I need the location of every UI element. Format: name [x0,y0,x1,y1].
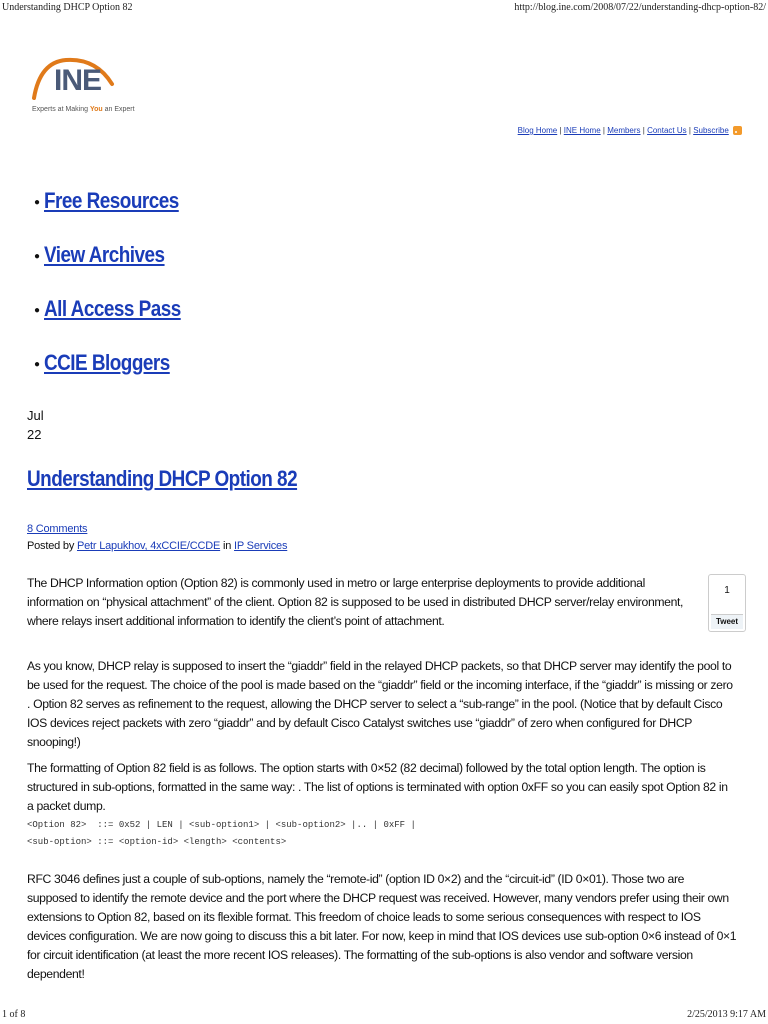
share-count: 1 [724,585,730,596]
nav-link-view-archives[interactable]: View Archives [44,242,165,267]
link-subscribe[interactable]: Subscribe [693,126,729,135]
post-day: 22 [27,427,42,442]
ine-logo[interactable] [26,54,146,124]
tweet-widget[interactable] [708,574,746,632]
nav-item-free-resources [34,188,203,242]
nav-link-free-resources[interactable]: Free Resources [44,188,179,213]
nav-item-view-archives [34,242,203,296]
page-number: 1 of 8 [2,1009,26,1020]
link-ine-home[interactable]: INE Home [563,126,601,135]
bullet-icon: ● [34,358,41,370]
logo-tagline: Experts at Making You an Expert [32,106,135,113]
author-link[interactable]: Petr Lapukhov, 4xCCIE/CCDE [76,540,221,552]
top-links: Blog Home | INE Home | Members | Contact Us | Subscribe [518,126,742,135]
bullet-icon: ● [34,250,41,262]
paragraph-1: The DHCP Information option (Option 82) is commonly used in metro or large enterprise deployments to provide additional information on “physical attachment” of the client. Option 82 is supposed to be used in distributed DHCP server/relay environment, where relays insert additional information to identify the client’s point of attachment. [27,576,684,628]
in-label: in [223,540,232,552]
nav-item-ccie-bloggers [34,350,203,404]
comments-link[interactable]: 8 Comments [27,523,88,535]
post-title[interactable]: Understanding DHCP Option 82 [27,466,298,491]
nav-item-all-access-pass [34,296,203,350]
paragraph-3: The formatting of Option 82 field is as follows. The option starts with 0×52 (82 decimal) followed by the total option length. The option is structured in sub-options, formatted in the same way: . The list of options is terminated with option 0xFF so you can easily spot Option 82 in a packet dump. [27,761,728,813]
post-month: Jul [27,408,44,423]
nav-link-all-access-pass[interactable]: All Access Pass [44,296,181,321]
print-datetime: 2/25/2013 9:17 AM [687,1009,766,1020]
code-line: <sub-option> ::= <option-id> <length> <contents> [27,837,287,847]
print-footer [2,1009,766,1020]
category-link[interactable]: IP Services [234,540,288,552]
print-url: http://blog.ine.com/2008/07/22/understanding-dhcp-option-82/ [514,2,766,13]
resource-nav [34,188,203,404]
print-title: Understanding DHCP Option 82 [2,2,133,13]
tweet-button[interactable]: Tweet [711,614,743,629]
nav-link-ccie-bloggers[interactable]: CCIE Bloggers [44,350,170,375]
link-members[interactable]: Members [607,126,641,135]
link-blog-home[interactable]: Blog Home [517,126,558,135]
posted-by-label: Posted by [27,540,75,552]
bullet-icon: ● [34,304,41,316]
bullet-icon: ● [34,196,41,208]
rss-icon[interactable] [733,126,742,135]
paragraph-2: As you know, DHCP relay is supposed to insert the “giaddr” field in the relayed DHCP packets, so that DHCP server may identify the pool to be used for the request. The choice of the pool is made based on the “giaddr” field or the incoming interface, if the “giaddr” is missing or zero . Option 82 serves as refinement to the request, allowing the DHCP server to select a “sub-range” in the pool. (Notice that by default Cisco IOS devices reject packets with zero “giaddr” and by default Cisco Catalyst switches use “giaddr” of zero when configured for DHCP snooping!) [27,659,733,749]
post-date [27,406,44,444]
post-meta [27,521,287,555]
code-line: <Option 82> ::= 0x52 | LEN | <sub-option1> | <sub-option2> |.. | 0xFF | [27,820,416,830]
print-header [2,2,766,13]
paragraph-4: RFC 3046 defines just a couple of sub-options, namely the “remote-id” (option ID 0×2) and the “circuit-id” (ID 0×01). Those two are supposed to identify the remote device and the port where the DHCP request was received. However, many vendors prefer using their own extensions to Option 82, based on its flexible format. This freedom of choice leads to some serious consequences with respect to IOS devices configuration. We are now going to discuss this a bit later. For now, keep in mind that IOS devices use sub-option 0×6 instead of 0×1 for circuit identification (at least the more recent IOS releases). The formatting of the sub-options is also vendor and software version dependent! [27,872,737,981]
logo-wordmark: INE [54,64,102,97]
code-block [27,817,416,851]
link-contact-us[interactable]: Contact Us [647,126,687,135]
